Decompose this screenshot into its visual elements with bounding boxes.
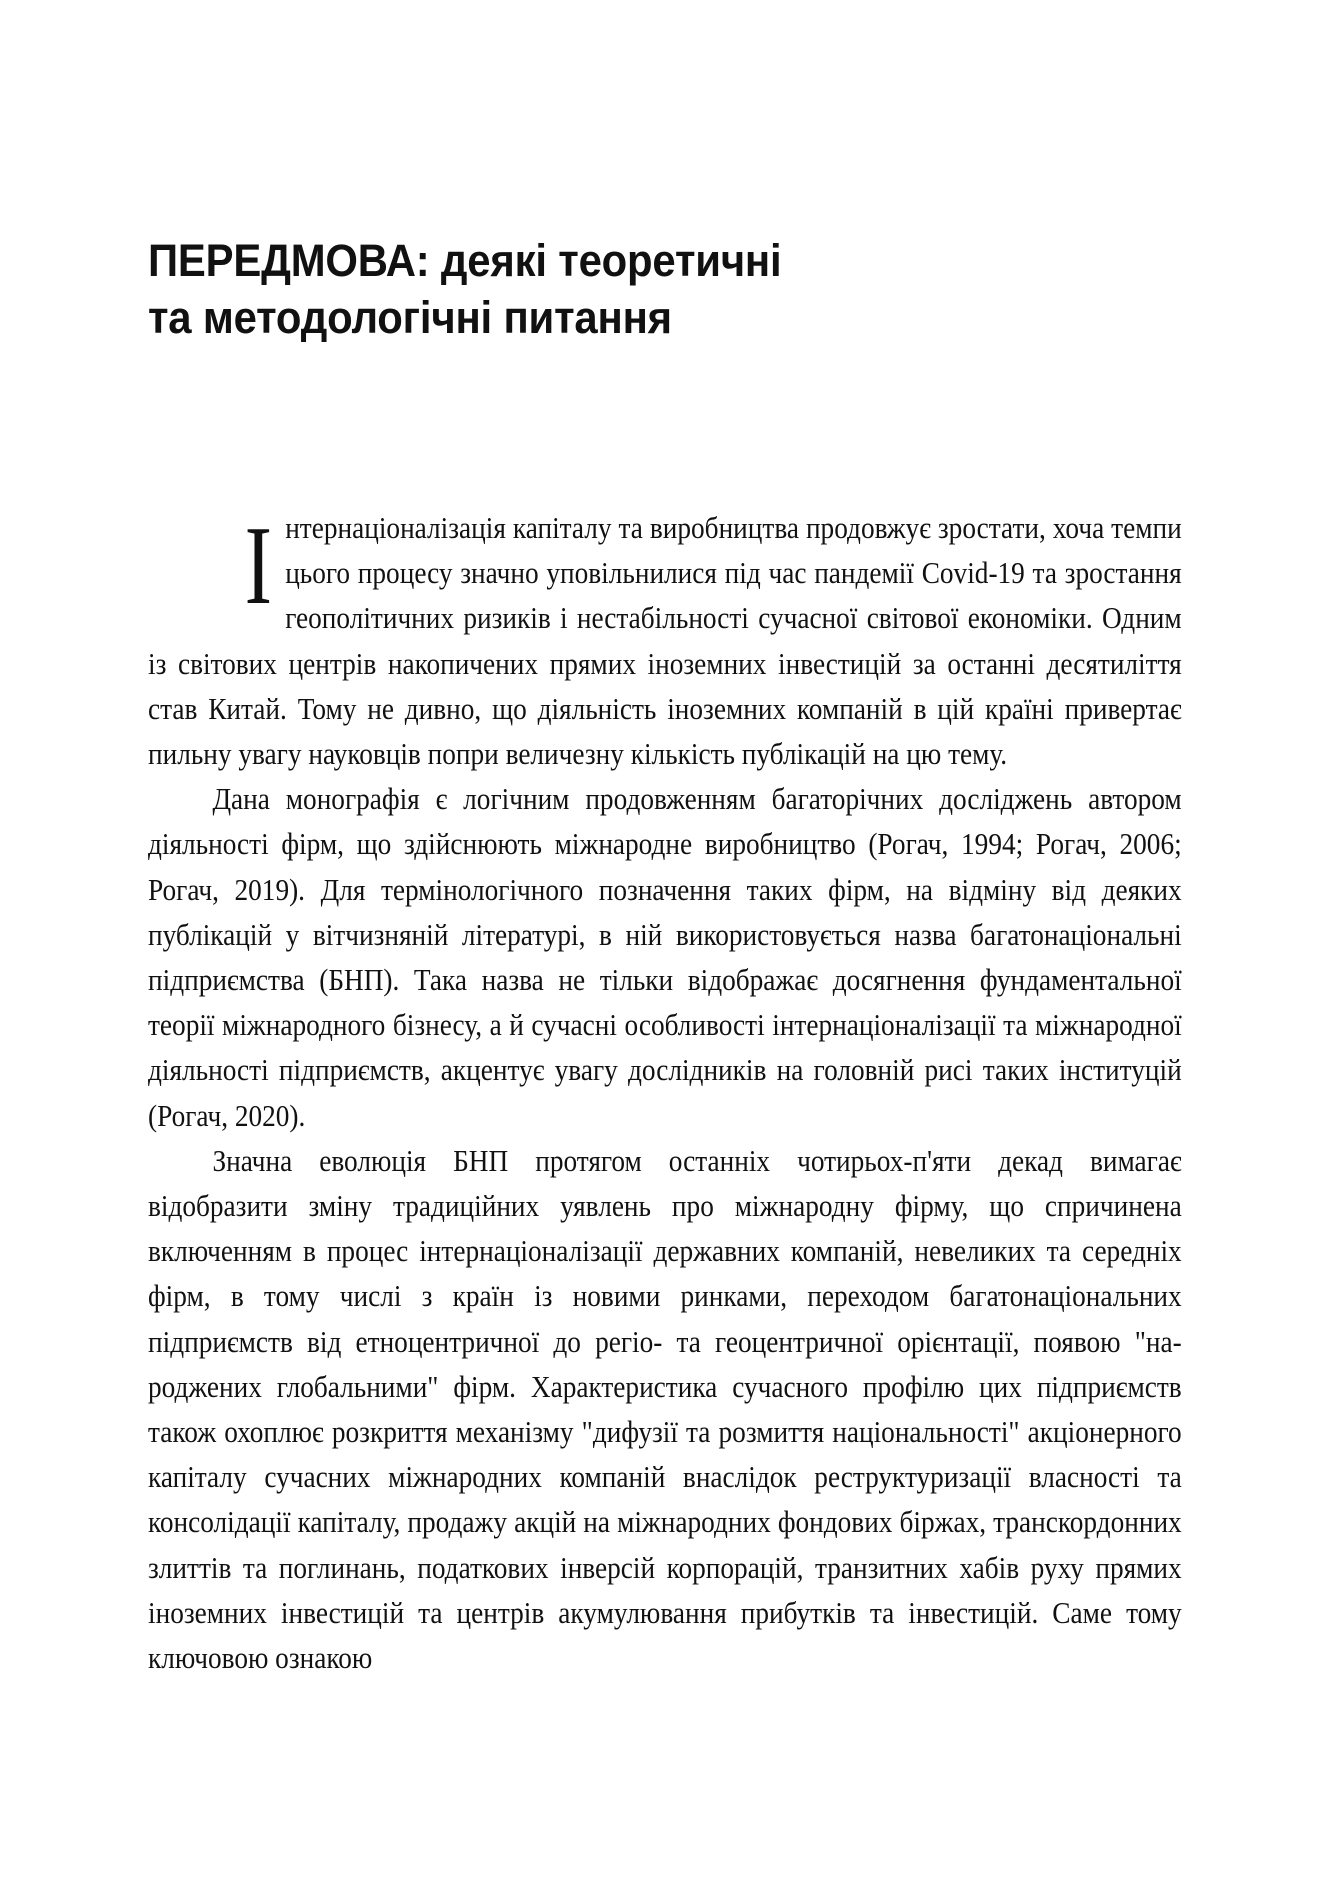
paragraph-1 [148, 506, 1182, 777]
paragraph-3: Значна еволюція БНП протягом останніх чотирьох-п'яти декад вимагає відобразити зміну традиційних уявлень про міжнародну фірму, що спричинена включенням в процес інтернаціоналізації державних компаній, невеликих та середніх фірм, в тому числі з країн із новими ринками, переходом багатонаціональних підприємств від етноцентричної до регіо- та геоцентричної орієнтації, появою "народжених глобальними" фірм. Характеристика сучасного профілю цих підприємств також охоплює розкриття механізму "дифузії та розмиття національності" акціонерного капіталу сучасних міжнародних компаній внаслідок реструктуризації власності та консолідації капіталу, продажу акцій на міжнародних фондових біржах, транскордонних злиттів та поглинань, податкових інверсій корпорацій, транзитних хабів руху прямих іноземних інвестицій та центрів акумулювання прибутків та інвестицій. Саме тому ключовою ознакою [148, 1143, 1182, 1676]
paragraph-2: Дана монографія є логічним продовженням багаторічних досліджень автором діяльності фірм, що здійснюють міжнародне виробництво (Рогач, 1994; Рогач, 2006; Рогач, 2019). Для термінолoгічного позначення таких фірм, на відміну від деяких публікацій у вітчизняній літературі, в ній використовується назва багатонаціональні підприємства (БНП). Така назва не тільки відображає досягнення фундаментальної теорії міжнародного бізнесу, а й сучасні особливості інтернаціоналізації та міжнародної діяльності підприємств, акцентує увагу дослідників на головній рисі таких інституцій (Рогач, 2020). [148, 782, 1182, 1133]
paragraph-1-text: нтернаціоналізація капіталу та виробництва продовжує зростати, хоча темпи цього процесу значно уповільнилися під час пандемії Covid-19 та зростання геополітичних ризиків і нестабільності сучасної світової економіки. Одним із світових центрів накопичених прямих іноземних інвестицій за останні десятиліття став Китай. Тому не дивно, що діяльність іноземних компаній в цій країні привертає пильну увагу науковців попри величезну кількість публікацій на цю тему. [148, 511, 1182, 772]
page-title-line-1: ПЕРЕДМОВА: деякі теоретичні [148, 235, 782, 286]
page-title-line-2: та методологічні питання [148, 292, 672, 343]
page-title [148, 232, 908, 346]
body-text [148, 506, 1182, 1681]
drop-cap-letter: І [244, 504, 273, 628]
